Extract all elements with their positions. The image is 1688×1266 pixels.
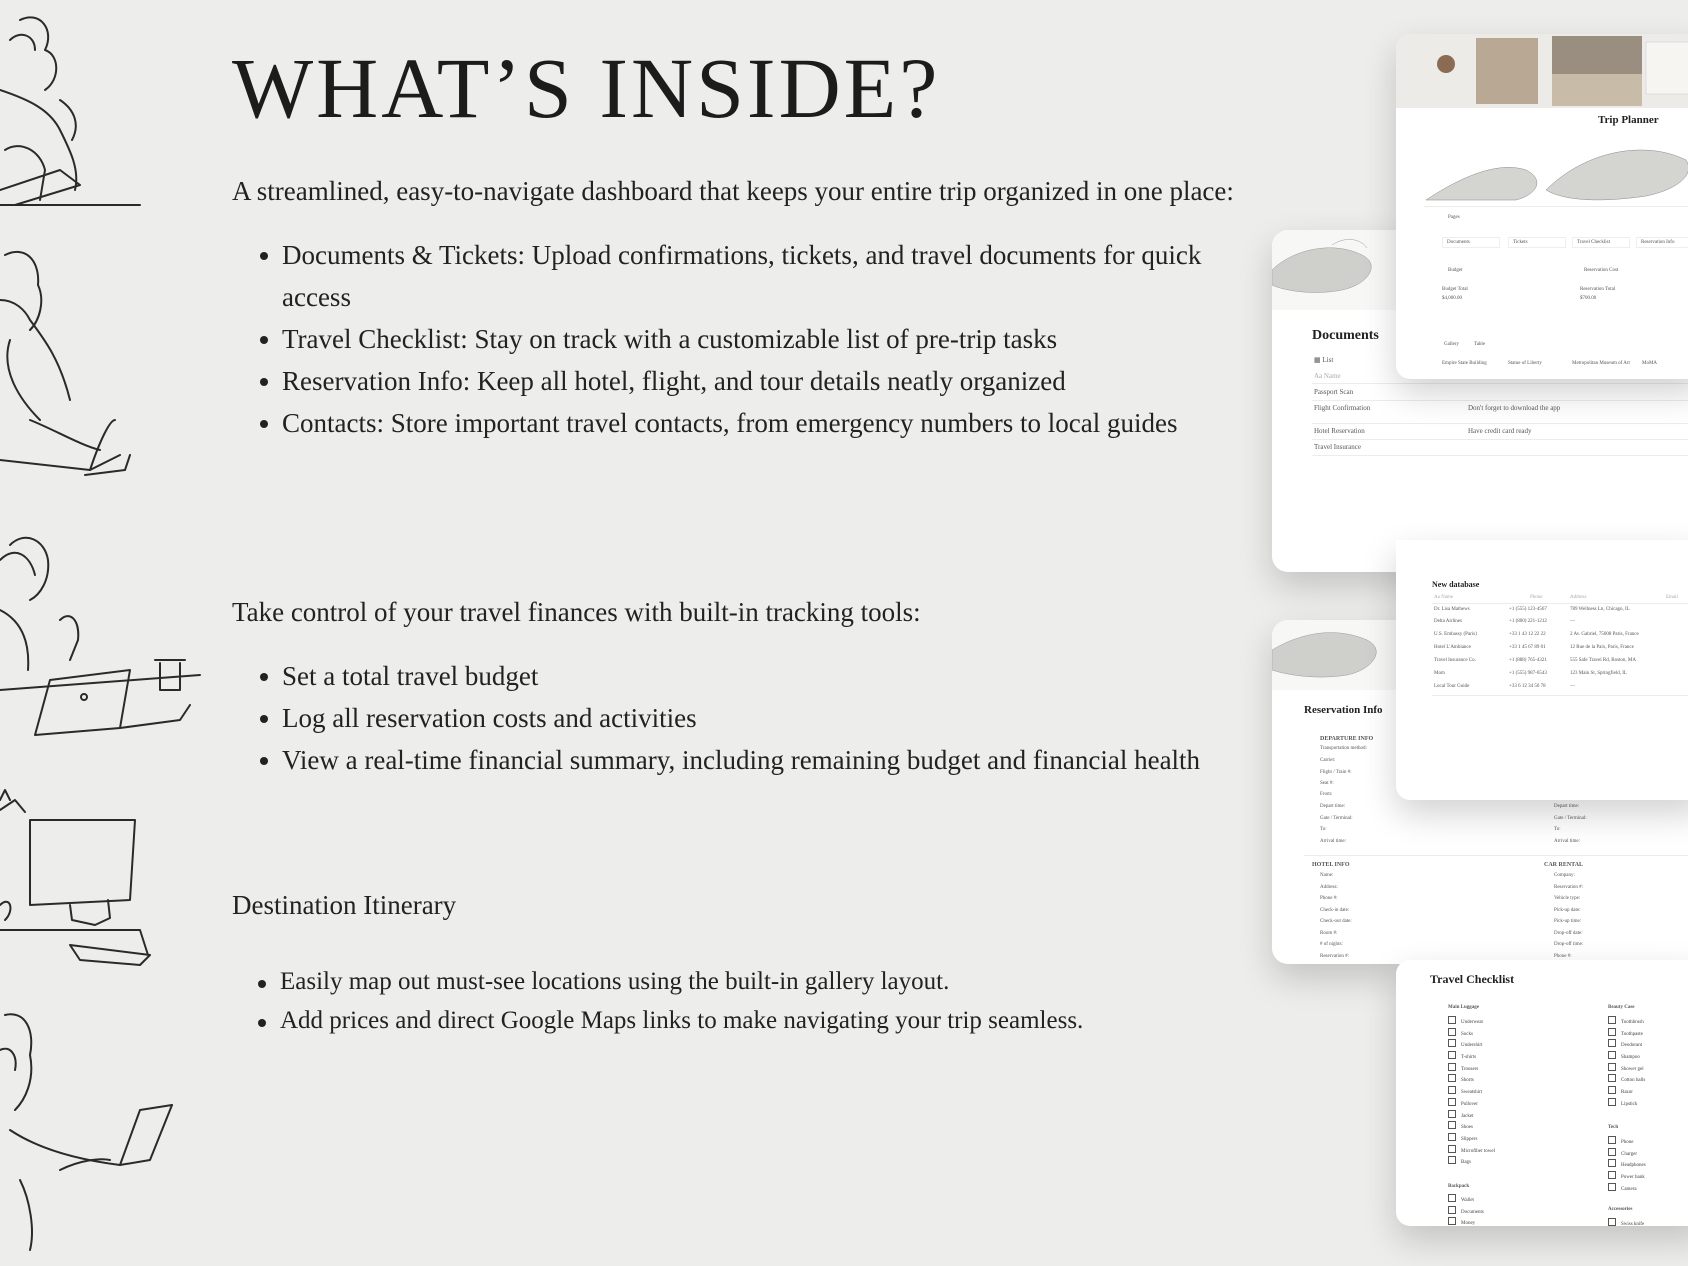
backpack-list bbox=[1448, 1194, 1484, 1226]
budget-total-value: $4,000.00 bbox=[1442, 296, 1462, 301]
field-label: Arrival time: bbox=[1554, 839, 1580, 844]
checklist-item-label: Shampoo bbox=[1621, 1055, 1640, 1061]
field-label: Address: bbox=[1320, 885, 1338, 890]
field-label: Transportation method: bbox=[1320, 746, 1367, 751]
checklist-item[interactable] bbox=[1608, 1063, 1645, 1075]
field-label: Seat #: bbox=[1320, 781, 1334, 786]
checkbox[interactable] bbox=[1448, 1121, 1456, 1129]
checklist-item[interactable] bbox=[1448, 1063, 1495, 1075]
field-label: Carrier: bbox=[1320, 758, 1336, 763]
field-label: Reservation #: bbox=[1320, 954, 1350, 959]
field-label: Pick-up time: bbox=[1554, 919, 1582, 924]
woman-reading-sketch bbox=[0, 17, 140, 205]
checklist-item-label: Microfiber towel bbox=[1461, 1148, 1496, 1154]
checklist-item-label: Swiss knife bbox=[1621, 1222, 1645, 1226]
column-header: Phone bbox=[1530, 595, 1543, 600]
intro-list bbox=[232, 234, 1262, 444]
field-label: Flight / Train #: bbox=[1320, 770, 1352, 775]
checkbox[interactable] bbox=[1608, 1183, 1616, 1191]
checklist-item-label: Undershirt bbox=[1461, 1043, 1483, 1049]
car-rental-heading: CAR RENTAL bbox=[1544, 862, 1584, 868]
finance-list bbox=[232, 655, 1262, 781]
field-label: Reservation #: bbox=[1554, 885, 1584, 890]
field-label: Company: bbox=[1554, 873, 1575, 878]
checkbox[interactable] bbox=[1608, 1063, 1616, 1071]
table-row[interactable]: Travel Insurance bbox=[1314, 443, 1361, 451]
page-link[interactable]: Reservation Info bbox=[1636, 237, 1688, 248]
database-title: New database bbox=[1432, 580, 1480, 589]
checkbox[interactable] bbox=[1608, 1171, 1616, 1179]
checklist-item[interactable] bbox=[1448, 1194, 1484, 1206]
contact-phone: +1 (555) 987-6543 bbox=[1509, 671, 1547, 676]
checklist-item-label: Power bank bbox=[1621, 1175, 1645, 1181]
checklist-item-label: T-shirts bbox=[1461, 1055, 1477, 1061]
finance-paragraph: Take control of your travel finances with built-in tracking tools: bbox=[232, 597, 921, 627]
checklist-item-label: Phone bbox=[1621, 1140, 1634, 1145]
pages-label: Pages bbox=[1448, 215, 1460, 220]
list-item: Easily map out must-see locations using the built-in gallery layout. bbox=[280, 962, 1262, 1001]
gallery-card[interactable]: MoMA bbox=[1642, 361, 1658, 366]
contact-name[interactable]: Travel Insurance Co. bbox=[1434, 658, 1476, 663]
checkbox[interactable] bbox=[1448, 1051, 1456, 1059]
checkbox[interactable] bbox=[1448, 1206, 1456, 1214]
contact-address: — bbox=[1570, 619, 1575, 624]
checklist-item-label: Trousers bbox=[1461, 1066, 1479, 1072]
checkbox[interactable] bbox=[1448, 1098, 1456, 1106]
checkbox[interactable] bbox=[1608, 1016, 1616, 1024]
itinerary-heading: Destination Itinerary bbox=[232, 890, 457, 920]
main-luggage-list bbox=[1448, 1016, 1495, 1168]
field-label: Drop-off time: bbox=[1554, 942, 1584, 947]
view-tab-list[interactable]: ▦ List bbox=[1314, 356, 1334, 364]
list-item: Set a total travel budget bbox=[282, 655, 1262, 697]
intro-section bbox=[232, 170, 1262, 444]
budget-label: Budget bbox=[1448, 268, 1463, 273]
table-icon: ▦ bbox=[1314, 356, 1323, 364]
collage-header bbox=[1396, 34, 1688, 108]
checklist-item[interactable] bbox=[1448, 1110, 1495, 1122]
line-art-illustrations bbox=[0, 0, 210, 1266]
checkbox[interactable] bbox=[1608, 1218, 1616, 1226]
table-row[interactable]: Hotel Reservation bbox=[1314, 427, 1365, 435]
column-header: Email bbox=[1666, 595, 1678, 600]
travel-checklist-mockup bbox=[1396, 960, 1688, 1226]
column-header: Aa Name bbox=[1314, 372, 1341, 380]
tech-list bbox=[1608, 1136, 1646, 1194]
checklist-item[interactable] bbox=[1448, 1156, 1495, 1168]
checklist-item[interactable] bbox=[1608, 1183, 1646, 1195]
tab-gallery[interactable]: Gallery bbox=[1444, 342, 1459, 347]
gallery-card[interactable]: Statue of Liberty bbox=[1508, 361, 1542, 366]
checklist-item[interactable] bbox=[1448, 1217, 1484, 1226]
woman-writing-sketch bbox=[0, 252, 130, 475]
trip-planner-title: Trip Planner bbox=[1598, 114, 1659, 126]
note-text: Have credit card ready bbox=[1468, 427, 1532, 435]
checklist-item[interactable] bbox=[1608, 1171, 1646, 1183]
documents-title: Documents bbox=[1312, 328, 1379, 343]
list-item: Log all reservation costs and activities bbox=[282, 697, 1262, 739]
contact-name[interactable]: Dr. Lisa Mathews bbox=[1434, 607, 1470, 612]
page-link[interactable]: Documents bbox=[1442, 237, 1500, 248]
checklist-item[interactable] bbox=[1608, 1159, 1646, 1171]
checklist-item-label: Camera bbox=[1621, 1186, 1637, 1192]
page-title: WHAT’S INSIDE? bbox=[232, 40, 941, 136]
contact-address: 555 Safe Travel Rd, Boston, MA bbox=[1570, 658, 1636, 663]
field-label: Depart time: bbox=[1554, 804, 1580, 809]
checklist-item-label: Documents bbox=[1461, 1209, 1484, 1215]
checklist-item-label: Shower gel bbox=[1621, 1066, 1644, 1072]
contact-address: 123 Main St, Springfield, IL bbox=[1570, 671, 1627, 676]
field-label: Phone #: bbox=[1320, 896, 1338, 901]
checklist-item[interactable] bbox=[1448, 1039, 1495, 1051]
beauty-case-list bbox=[1608, 1016, 1645, 1110]
contact-name[interactable]: Local Tour Guide bbox=[1434, 684, 1470, 689]
woman-couch-sketch bbox=[0, 1014, 172, 1250]
reservation-total-label: Reservation Total bbox=[1580, 287, 1616, 292]
contact-name[interactable]: Mom bbox=[1434, 671, 1445, 676]
field-label: Drop-off date: bbox=[1554, 931, 1583, 936]
checklist-item[interactable] bbox=[1608, 1074, 1645, 1086]
contact-name[interactable]: Hotel L'Ambiance bbox=[1434, 645, 1471, 650]
checklist-item[interactable] bbox=[1448, 1074, 1495, 1086]
field-label: Name: bbox=[1320, 873, 1334, 878]
list-item: View a real-time financial summary, including remaining budget and financial health bbox=[282, 739, 1262, 781]
checklist-item-label: Shorts bbox=[1461, 1078, 1474, 1084]
contact-name[interactable]: U.S. Embassy (Paris) bbox=[1434, 632, 1477, 637]
checklist-item-label: Toothbrush bbox=[1621, 1020, 1644, 1025]
tab-table[interactable]: Table bbox=[1474, 342, 1486, 347]
budget-total-label: Budget Total bbox=[1442, 287, 1468, 292]
checklist-item-label: Underwear bbox=[1461, 1020, 1484, 1025]
checklist-item[interactable] bbox=[1608, 1028, 1645, 1040]
column-header: Aa Name bbox=[1434, 595, 1454, 600]
reservation-cost-label: Reservation Cost bbox=[1584, 268, 1619, 273]
checkbox[interactable] bbox=[1448, 1028, 1456, 1036]
field-label: Gate / Terminal: bbox=[1554, 816, 1587, 821]
hotel-heading: HOTEL INFO bbox=[1312, 862, 1350, 868]
checklist-item-label: Cotton balls bbox=[1621, 1078, 1646, 1084]
contact-phone: +33 1 45 67 89 01 bbox=[1509, 645, 1546, 650]
trip-planner-mockup bbox=[1396, 34, 1688, 379]
contact-name[interactable]: Delta Airlines bbox=[1434, 619, 1462, 624]
accessories-list bbox=[1608, 1218, 1644, 1226]
checklist-item[interactable] bbox=[1448, 1028, 1495, 1040]
checklist-item-label: Bags bbox=[1461, 1160, 1471, 1166]
checklist-item[interactable] bbox=[1448, 1051, 1495, 1063]
field-label: # of nights: bbox=[1320, 942, 1343, 947]
checklist-item-label: Deodorant bbox=[1621, 1043, 1643, 1049]
checklist-item-label: Socks bbox=[1461, 1031, 1473, 1037]
table-row[interactable]: Flight Confirmation bbox=[1314, 404, 1371, 412]
contact-address: 789 Wellness Ln, Chicago, IL bbox=[1570, 607, 1630, 612]
checklist-item-label: Pullover bbox=[1461, 1101, 1478, 1107]
field-label: Check-in date: bbox=[1320, 908, 1350, 913]
checkbox[interactable] bbox=[1448, 1156, 1456, 1164]
checkbox[interactable] bbox=[1608, 1086, 1616, 1094]
reservation-info-title: Reservation Info bbox=[1304, 704, 1383, 716]
desk-monitor-sketch bbox=[0, 790, 150, 965]
world-map bbox=[1426, 130, 1688, 206]
checkbox[interactable] bbox=[1448, 1194, 1456, 1202]
checklist-item[interactable] bbox=[1608, 1218, 1644, 1226]
checkbox[interactable] bbox=[1608, 1159, 1616, 1167]
tech-heading: Tech bbox=[1608, 1125, 1619, 1130]
checkbox[interactable] bbox=[1448, 1063, 1456, 1071]
page-link[interactable]: Travel Checklist bbox=[1572, 237, 1630, 248]
checklist-title: Travel Checklist bbox=[1430, 972, 1515, 986]
checkbox[interactable] bbox=[1608, 1136, 1616, 1144]
checklist-item-label: Jacket bbox=[1461, 1113, 1474, 1119]
checkbox[interactable] bbox=[1608, 1028, 1616, 1036]
checkbox[interactable] bbox=[1608, 1051, 1616, 1059]
checkbox[interactable] bbox=[1448, 1039, 1456, 1047]
checklist-item[interactable] bbox=[1448, 1133, 1495, 1145]
accessories-heading: Accessories bbox=[1608, 1207, 1633, 1212]
checkbox[interactable] bbox=[1448, 1016, 1456, 1024]
checklist-item[interactable] bbox=[1608, 1016, 1645, 1028]
checklist-item-label: Money bbox=[1461, 1221, 1476, 1226]
checkbox[interactable] bbox=[1448, 1133, 1456, 1141]
checkbox[interactable] bbox=[1448, 1110, 1456, 1118]
checklist-item[interactable] bbox=[1448, 1098, 1495, 1110]
checklist-item-label: Shoes bbox=[1461, 1125, 1473, 1131]
checkbox[interactable] bbox=[1608, 1039, 1616, 1047]
contact-address: — bbox=[1570, 684, 1575, 689]
contact-phone: +1 (555) 123-4567 bbox=[1509, 607, 1547, 612]
contact-address: 2 Av. Gabriel, 75008 Paris, France bbox=[1570, 632, 1639, 637]
checklist-item-label: Wallet bbox=[1461, 1198, 1474, 1203]
contact-phone: +1 (888) 765-4321 bbox=[1509, 658, 1547, 663]
gallery-card[interactable]: Metropolitan Museum of Art bbox=[1572, 361, 1630, 366]
field-label: Pick-up date: bbox=[1554, 908, 1581, 913]
contact-phone: +33 6 12 34 56 78 bbox=[1509, 684, 1546, 689]
contacts-database-mockup bbox=[1396, 540, 1688, 800]
checklist-item-label: Charger bbox=[1621, 1151, 1638, 1157]
checkbox[interactable] bbox=[1448, 1217, 1456, 1225]
checklist-item-label: Slippers bbox=[1461, 1136, 1478, 1142]
checklist-item-label: Lipstick bbox=[1621, 1101, 1638, 1107]
checkbox[interactable] bbox=[1448, 1145, 1456, 1153]
itinerary-section bbox=[232, 884, 1262, 1040]
note-text: Don't forget to download the app bbox=[1468, 404, 1561, 412]
checklist-item[interactable] bbox=[1448, 1121, 1495, 1133]
backpack-heading: Backpack bbox=[1448, 1184, 1470, 1189]
checklist-item-label: Headphones bbox=[1621, 1163, 1646, 1169]
checklist-item[interactable] bbox=[1608, 1136, 1646, 1148]
checklist-item-label: Sweatshirt bbox=[1461, 1090, 1483, 1096]
field-label: Arrival time: bbox=[1320, 839, 1346, 844]
field-label: Phone #: bbox=[1554, 954, 1572, 959]
checklist-item[interactable] bbox=[1448, 1206, 1484, 1218]
column-header: Address bbox=[1570, 595, 1587, 600]
reservation-total-value: $700.00 bbox=[1580, 296, 1597, 301]
checklist-item-label: Toothpaste bbox=[1621, 1031, 1643, 1037]
checkbox[interactable] bbox=[1608, 1098, 1616, 1106]
itinerary-list bbox=[232, 962, 1262, 1040]
field-label: Room #: bbox=[1320, 931, 1338, 936]
main-luggage-heading: Main Luggage bbox=[1448, 1005, 1479, 1010]
table-row[interactable]: Passport Scan bbox=[1314, 388, 1354, 396]
checklist-item[interactable] bbox=[1608, 1039, 1645, 1051]
intro-paragraph: A streamlined, easy-to-navigate dashboard that keeps your entire trip organized in one place: bbox=[232, 176, 1234, 206]
checklist-item[interactable] bbox=[1608, 1148, 1646, 1160]
checkbox[interactable] bbox=[1448, 1086, 1456, 1094]
checklist-item[interactable] bbox=[1448, 1145, 1495, 1157]
checkbox[interactable] bbox=[1608, 1148, 1616, 1156]
woman-laptop-sketch bbox=[0, 538, 200, 735]
finance-section bbox=[232, 591, 1262, 781]
contact-phone: +1 (800) 221-1212 bbox=[1509, 619, 1547, 624]
contact-address: 12 Rue de la Paix, Paris, France bbox=[1570, 645, 1634, 650]
gallery-card[interactable]: Empire State Building bbox=[1442, 361, 1487, 366]
departure-heading: DEPARTURE INFO bbox=[1320, 736, 1374, 742]
field-label: To: bbox=[1320, 827, 1327, 832]
field-label: To: bbox=[1554, 827, 1561, 832]
beauty-case-heading: Beauty Case bbox=[1608, 1005, 1635, 1010]
field-label: Check-out date: bbox=[1320, 919, 1352, 924]
list-item: Documents & Tickets: Upload confirmations, tickets, and travel documents for quick access bbox=[282, 234, 1262, 318]
field-label: Vehicle type: bbox=[1554, 896, 1581, 901]
checklist-item[interactable] bbox=[1608, 1051, 1645, 1063]
checklist-item-label: Razor bbox=[1621, 1090, 1633, 1096]
checkbox[interactable] bbox=[1448, 1074, 1456, 1082]
field-label: From: bbox=[1320, 792, 1333, 797]
checklist-item[interactable] bbox=[1608, 1098, 1645, 1110]
contact-phone: +33 1 43 12 22 22 bbox=[1509, 632, 1546, 637]
checklist-item[interactable] bbox=[1448, 1086, 1495, 1098]
field-label: Gate / Terminal: bbox=[1320, 816, 1353, 821]
list-item: Add prices and direct Google Maps links to make navigating your trip seamless. bbox=[280, 1001, 1262, 1040]
list-item: Contacts: Store important travel contacts, from emergency numbers to local guides bbox=[282, 402, 1262, 444]
page-link[interactable]: Tickets bbox=[1508, 237, 1566, 248]
checklist-item[interactable] bbox=[1448, 1016, 1495, 1028]
field-label: Depart time: bbox=[1320, 804, 1346, 809]
checkbox[interactable] bbox=[1608, 1074, 1616, 1082]
list-item: Reservation Info: Keep all hotel, flight, and tour details neatly organized bbox=[282, 360, 1262, 402]
list-item: Travel Checklist: Stay on track with a customizable list of pre-trip tasks bbox=[282, 318, 1262, 360]
checklist-item[interactable] bbox=[1608, 1086, 1645, 1098]
